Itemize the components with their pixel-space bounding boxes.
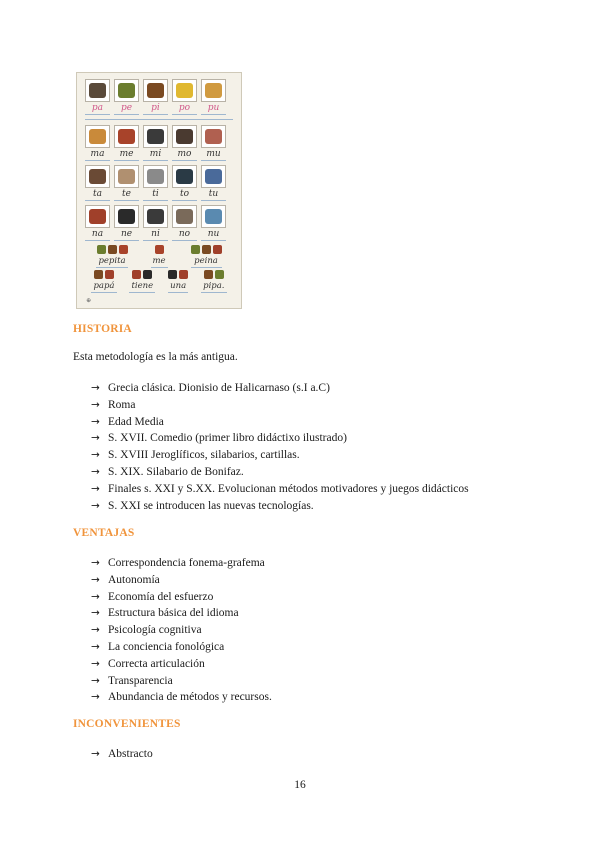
syllable-label: pa xyxy=(85,103,110,115)
historia-intro: Esta metodología es la más antigua. xyxy=(73,351,238,363)
word-label: una xyxy=(170,281,187,291)
list-item-text: Estructura básica del idioma xyxy=(108,607,239,620)
syllable-label: ni xyxy=(143,229,168,241)
syllable-row xyxy=(85,149,233,161)
inconvenientes-list xyxy=(91,746,153,763)
arrow-icon: → xyxy=(91,449,100,462)
mini-picture-icon xyxy=(132,270,141,279)
figure-footnote: ⊕ xyxy=(86,298,92,304)
mini-picture-icon xyxy=(105,270,114,279)
syllable-label: ti xyxy=(143,189,168,201)
picture-card xyxy=(114,165,139,188)
picture-card xyxy=(201,79,226,102)
picture-icon xyxy=(118,169,135,184)
sentence-row xyxy=(85,245,233,268)
syllabary-grid xyxy=(85,79,233,293)
picture-card xyxy=(172,165,197,188)
picture-card xyxy=(143,79,168,102)
arrow-icon: → xyxy=(91,415,100,428)
syllable-label: to xyxy=(172,189,197,201)
list-item-text: Autonomía xyxy=(108,573,160,586)
mini-picture-icon xyxy=(143,270,152,279)
sentence-row xyxy=(85,270,233,293)
word-pictures xyxy=(96,245,127,256)
word-block xyxy=(201,270,226,293)
picture-icon xyxy=(89,169,106,184)
picture-icon xyxy=(176,169,193,184)
picture-icon xyxy=(89,83,106,98)
syllable-label: me xyxy=(114,149,139,161)
list-item-text: Edad Media xyxy=(108,415,164,428)
arrow-icon: → xyxy=(91,640,100,653)
picture-card xyxy=(85,125,110,148)
historia-heading: HISTORIA xyxy=(73,323,132,335)
syllable-row xyxy=(85,103,233,115)
picture-icon xyxy=(205,209,222,224)
list-item-text: Finales s. XXI y S.XX. Evolucionan métodos motivadores y juegos didácticos xyxy=(108,482,469,495)
word-label: tiene xyxy=(131,281,154,291)
word-block xyxy=(151,245,168,268)
list-item xyxy=(91,430,469,447)
word-pictures xyxy=(201,270,226,281)
list-item-text: Roma xyxy=(108,398,136,411)
word-label: pipa. xyxy=(203,281,225,291)
list-item xyxy=(91,447,469,464)
list-item-text: Psicología cognitiva xyxy=(108,624,202,637)
picture-icon xyxy=(176,209,193,224)
picture-card xyxy=(85,205,110,228)
picture-icon xyxy=(118,209,135,224)
word-pictures xyxy=(168,270,188,281)
picture-card xyxy=(85,165,110,188)
list-item xyxy=(91,414,469,431)
word-block xyxy=(191,245,222,268)
syllable-label: ne xyxy=(114,229,139,241)
list-item-text: Correcta articulación xyxy=(108,657,205,670)
list-item-text: Correspondencia fonema-grafema xyxy=(108,557,265,569)
list-item xyxy=(91,481,469,498)
list-item xyxy=(91,589,272,606)
list-item xyxy=(91,689,272,706)
picture-card xyxy=(172,125,197,148)
syllable-label: pu xyxy=(201,103,226,115)
list-item-text: Abstracto xyxy=(108,748,153,760)
picture-card-row xyxy=(85,205,233,228)
list-item xyxy=(91,464,469,481)
picture-card xyxy=(201,205,226,228)
ventajas-list xyxy=(91,555,272,706)
mini-picture-icon xyxy=(108,245,117,254)
picture-icon xyxy=(147,83,164,98)
syllable-label: ta xyxy=(85,189,110,201)
picture-icon xyxy=(147,129,164,144)
syllable-label: na xyxy=(85,229,110,241)
list-item xyxy=(91,605,272,622)
picture-icon xyxy=(205,169,222,184)
mini-picture-icon xyxy=(202,245,211,254)
arrow-icon: → xyxy=(91,748,100,760)
list-item xyxy=(91,656,272,673)
word-pictures xyxy=(191,245,222,256)
syllable-label: no xyxy=(172,229,197,241)
arrow-icon: → xyxy=(91,382,100,394)
historia-list xyxy=(91,380,469,514)
list-item xyxy=(91,572,272,589)
syllable-label: pi xyxy=(143,103,168,115)
arrow-icon: → xyxy=(91,465,100,478)
list-item-text: Economía del esfuerzo xyxy=(108,590,214,603)
picture-card xyxy=(143,205,168,228)
picture-icon xyxy=(118,129,135,144)
mini-picture-icon xyxy=(191,245,200,254)
word-label: me xyxy=(152,256,166,266)
list-item-text: S. XVIII Jeroglíficos, silabarios, cartillas. xyxy=(108,449,300,462)
arrow-icon: → xyxy=(91,432,100,445)
mini-picture-icon xyxy=(213,245,222,254)
syllable-label: mo xyxy=(172,149,197,161)
ventajas-heading: VENTAJAS xyxy=(73,527,135,539)
word-pictures xyxy=(151,245,168,256)
syllable-label: po xyxy=(172,103,197,115)
page-number: 16 xyxy=(294,779,306,791)
mini-picture-icon xyxy=(94,270,103,279)
mini-picture-icon xyxy=(155,245,164,254)
arrow-icon: → xyxy=(91,557,100,569)
syllable-label: te xyxy=(114,189,139,201)
picture-icon xyxy=(118,83,135,98)
word-block xyxy=(91,270,116,293)
picture-card xyxy=(143,125,168,148)
list-item-text: Abundancia de métodos y recursos. xyxy=(108,691,272,704)
picture-card xyxy=(114,79,139,102)
word-pictures xyxy=(91,270,116,281)
picture-card xyxy=(172,205,197,228)
arrow-icon: → xyxy=(91,607,100,620)
arrow-icon: → xyxy=(91,657,100,670)
list-item-text: S. XVII. Comedio (primer libro didáctixo ilustrado) xyxy=(108,432,347,445)
list-item xyxy=(91,380,469,397)
picture-card xyxy=(143,165,168,188)
list-item xyxy=(91,673,272,690)
list-item-text: S. XIX. Silabario de Bonifaz. xyxy=(108,465,244,478)
syllable-row xyxy=(85,189,233,201)
word-block xyxy=(168,270,188,293)
word-label: papá xyxy=(93,281,115,291)
list-item xyxy=(91,746,153,763)
list-item xyxy=(91,622,272,639)
picture-card xyxy=(114,205,139,228)
list-item xyxy=(91,639,272,656)
picture-card-row xyxy=(85,125,233,148)
word-label: peina xyxy=(191,256,222,268)
picture-card xyxy=(172,79,197,102)
list-item-text: Grecia clásica. Dionisio de Halicarnaso (s.I a.C) xyxy=(108,382,330,394)
picture-icon xyxy=(176,83,193,98)
picture-icon xyxy=(147,169,164,184)
mini-picture-icon xyxy=(168,270,177,279)
word-pictures xyxy=(129,270,155,281)
mini-picture-icon xyxy=(179,270,188,279)
picture-icon xyxy=(205,83,222,98)
arrow-icon: → xyxy=(91,674,100,687)
arrow-icon: → xyxy=(91,691,100,704)
divider xyxy=(85,119,233,120)
syllable-label: mi xyxy=(143,149,168,161)
inconvenientes-heading: INCONVENIENTES xyxy=(73,718,181,730)
list-item xyxy=(91,555,272,572)
syllable-label: tu xyxy=(201,189,226,201)
list-item xyxy=(91,397,469,414)
picture-card xyxy=(201,125,226,148)
arrow-icon: → xyxy=(91,590,100,603)
syllable-label: nu xyxy=(201,229,226,241)
word-block xyxy=(96,245,127,268)
arrow-icon: → xyxy=(91,499,100,512)
syllable-label: pe xyxy=(114,103,139,115)
syllable-label: mu xyxy=(201,149,226,161)
picture-card xyxy=(201,165,226,188)
mini-picture-icon xyxy=(119,245,128,254)
arrow-icon: → xyxy=(91,398,100,411)
arrow-icon: → xyxy=(91,624,100,637)
mini-picture-icon xyxy=(215,270,224,279)
picture-icon xyxy=(176,129,193,144)
picture-card-row xyxy=(85,165,233,188)
list-item-text: S. XXI se introducen las nuevas tecnologías. xyxy=(108,499,314,512)
picture-card xyxy=(114,125,139,148)
syllable-row xyxy=(85,229,233,241)
picture-icon xyxy=(89,209,106,224)
list-item-text: Transparencia xyxy=(108,674,173,687)
picture-card-row xyxy=(85,79,233,102)
word-label: pepita xyxy=(98,256,126,266)
list-item xyxy=(91,498,469,515)
mini-picture-icon xyxy=(204,270,213,279)
arrow-icon: → xyxy=(91,482,100,495)
picture-icon xyxy=(205,129,222,144)
word-block xyxy=(129,270,155,293)
picture-icon xyxy=(89,129,106,144)
arrow-icon: → xyxy=(91,573,100,586)
list-item-text: La conciencia fonológica xyxy=(108,640,225,653)
picture-card xyxy=(85,79,110,102)
mini-picture-icon xyxy=(97,245,106,254)
syllabary-illustration xyxy=(76,72,242,309)
picture-icon xyxy=(147,209,164,224)
syllable-label: ma xyxy=(85,149,110,161)
